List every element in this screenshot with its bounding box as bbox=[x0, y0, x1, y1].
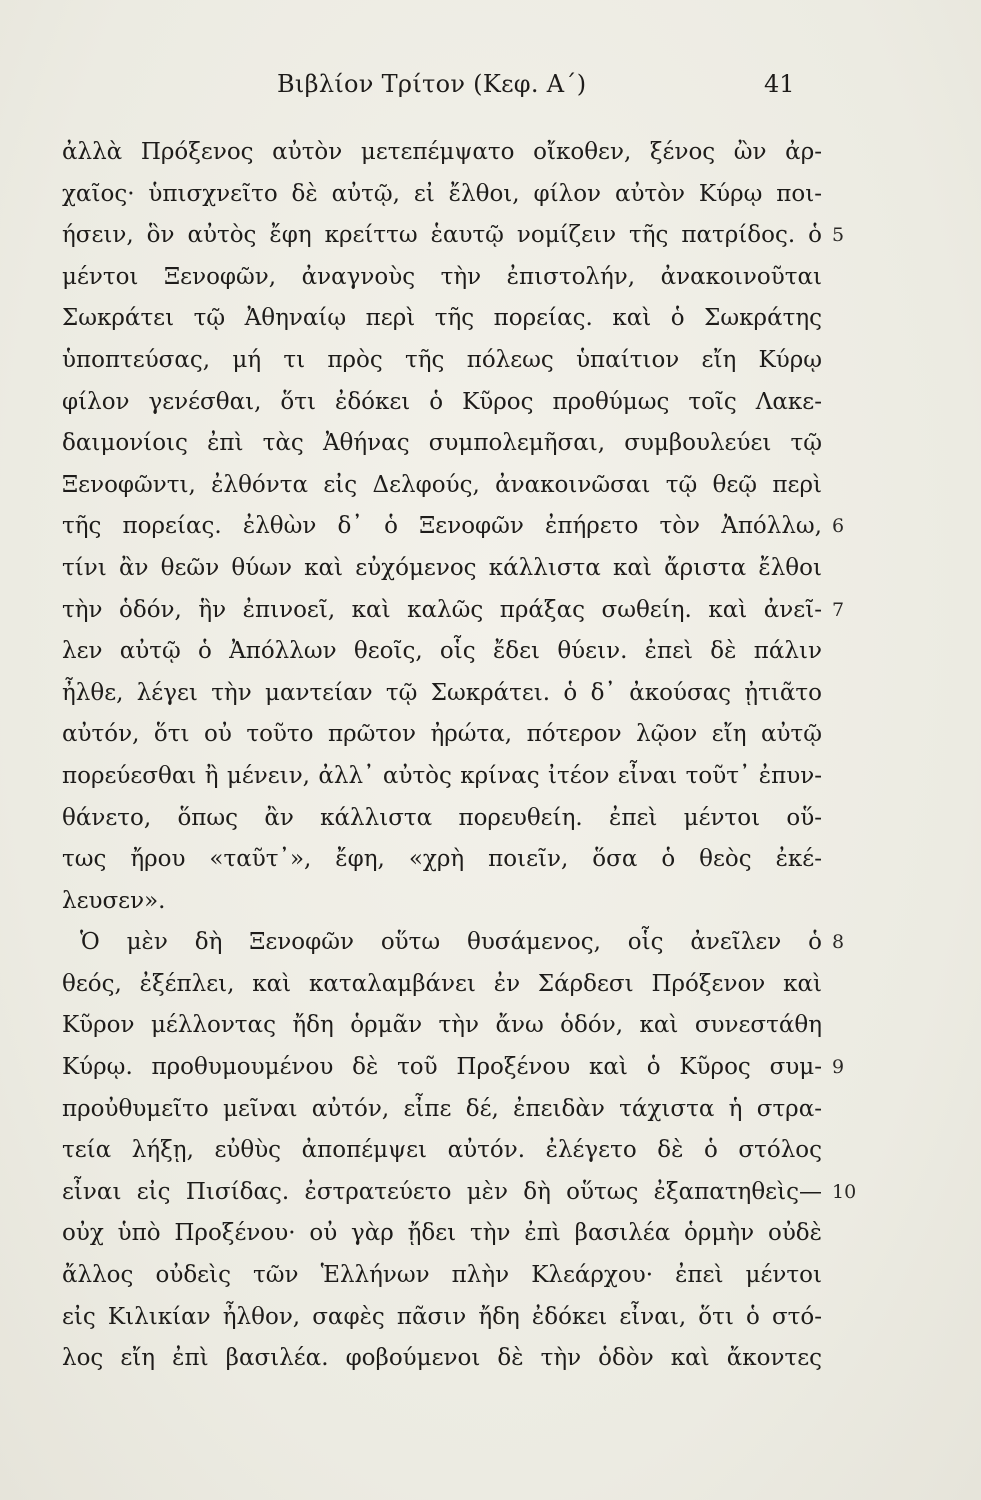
text-line-content: ἦλθε, λέγει τὴν μαντείαν τῷ Σωκράτει. ὁ δ᾽ ἀκούσας ᾐτιᾶτο bbox=[62, 679, 822, 706]
text-line-content: Σωκράτει τῷ Ἀθηναίῳ περὶ τῆς πορείας. καὶ ὁ Σωκράτης bbox=[62, 305, 822, 332]
text-line bbox=[62, 631, 822, 673]
text-line bbox=[62, 257, 822, 299]
text-line bbox=[62, 1338, 822, 1380]
section-number: 5 bbox=[832, 224, 845, 247]
text-line bbox=[62, 548, 822, 590]
section-number: 6 bbox=[832, 515, 845, 538]
text-line bbox=[62, 798, 822, 840]
text-line-content: οὐχ ὑπὸ Προξένου· οὐ γὰρ ᾔδει τὴν ἐπὶ βασιλέα ὁρμὴν οὐδὲ bbox=[62, 1220, 822, 1247]
text-line bbox=[62, 506, 845, 548]
body-text bbox=[62, 132, 857, 1380]
text-line-content: εἶναι εἰς Πισίδας. ἐστρατεύετο μὲν δὴ οὕτως ἐξαπατηθεὶς— bbox=[62, 1178, 822, 1205]
text-line-content: λευσεν». bbox=[62, 887, 166, 914]
text-line-content: δαιμονίοις ἐπὶ τὰς Ἀθήνας συμπολεμῆσαι, συμβουλεύει τῷ bbox=[62, 430, 822, 457]
text-line-content: προὐθυμεῖτο μεῖναι αὐτόν, εἶπε δέ, ἐπειδὰν τάχιστα ἡ στρα- bbox=[62, 1095, 822, 1122]
text-line bbox=[62, 964, 822, 1006]
text-line bbox=[62, 215, 845, 257]
page-number: 41 bbox=[764, 70, 795, 98]
text-line-content: μέντοι Ξενοφῶν, ἀναγνοὺς τὴν ἐπιστολήν, ἀνακοινοῦται bbox=[62, 263, 822, 290]
text-line bbox=[62, 1297, 822, 1339]
text-line-content: φίλον γενέσθαι, ὅτι ἐδόκει ὁ Κῦρος προθύμως τοῖς Λακε- bbox=[62, 388, 822, 415]
text-line-content: Ὁ μὲν δὴ Ξενοφῶν οὕτω θυσάμενος, οἷς ἀνεῖλεν ὁ bbox=[80, 929, 822, 956]
text-line bbox=[62, 423, 822, 465]
text-line bbox=[62, 174, 822, 216]
text-line-content: Ξενοφῶντι, ἐλθόντα εἰς Δελφούς, ἀνακοινῶσαι τῷ θεῷ περὶ bbox=[62, 471, 822, 498]
text-line bbox=[62, 132, 822, 174]
text-line bbox=[62, 465, 822, 507]
text-line bbox=[62, 382, 822, 424]
text-line bbox=[62, 298, 822, 340]
section-number: 8 bbox=[832, 931, 845, 954]
text-line-content: αὐτόν, ὅτι οὐ τοῦτο πρῶτον ἠρώτα, πότερον λῷον εἴη αὐτῷ bbox=[62, 721, 822, 748]
text-line bbox=[62, 756, 822, 798]
section-number: 10 bbox=[832, 1180, 857, 1203]
text-line bbox=[62, 590, 845, 632]
text-line bbox=[62, 1255, 822, 1297]
text-line-content: Κύρῳ. προθυμουμένου δὲ τοῦ Προξένου καὶ ὁ Κῦρος συμ- bbox=[62, 1054, 822, 1081]
text-line bbox=[62, 839, 822, 881]
text-line-content: πορεύεσθαι ἢ μένειν, ἀλλ᾽ αὐτὸς κρίνας ἰτέον εἶναι τοῦτ᾽ ἐπυν- bbox=[62, 762, 822, 789]
text-line-content: ὑποπτεύσας, μή τι πρὸς τῆς πόλεως ὑπαίτιον εἴη Κύρῳ bbox=[62, 346, 822, 373]
text-line bbox=[62, 1130, 822, 1172]
text-line bbox=[62, 1089, 822, 1131]
text-line bbox=[62, 1047, 845, 1089]
text-line-content: λεν αὐτῷ ὁ Ἀπόλλων θεοῖς, οἷς ἔδει θύειν. ἐπεὶ δὲ πάλιν bbox=[62, 638, 822, 665]
text-line-content: ἀλλὰ Πρόξενος αὐτὸν μετεπέμψατο οἴκοθεν, ξένος ὢν ἀρ- bbox=[62, 139, 822, 165]
text-line-content: χαῖος· ὑπισχνεῖτο δὲ αὐτῷ, εἰ ἔλθοι, φίλον αὐτὸν Κύρῳ ποι- bbox=[62, 180, 822, 207]
text-line bbox=[62, 1005, 822, 1047]
text-line bbox=[62, 714, 822, 756]
text-line bbox=[62, 340, 822, 382]
text-line bbox=[62, 1213, 822, 1255]
section-number: 7 bbox=[832, 598, 845, 621]
text-line bbox=[62, 673, 822, 715]
text-line-content: τως ἤρου «ταῦτ᾽», ἔφη, «χρὴ ποιεῖν, ὅσα ὁ θεὸς ἐκέ- bbox=[62, 846, 822, 873]
running-head-title: Βιβλίον Τρίτον (Κεφ. Α΄) bbox=[277, 70, 587, 98]
text-line-content: εἰς Κιλικίαν ἦλθον, σαφὲς πᾶσιν ἤδη ἐδόκει εἶναι, ὅτι ὁ στό- bbox=[62, 1303, 822, 1330]
text-line-content: λος εἴη ἐπὶ βασιλέα. φοβούμενοι δὲ τὴν ὁδὸν καὶ ἄκοντες bbox=[62, 1345, 822, 1372]
text-line-content: τὴν ὁδόν, ἣν ἐπινοεῖ, καὶ καλῶς πράξας σωθείη. καὶ ἀνεῖ- bbox=[62, 596, 822, 623]
text-line-content: θάνετο, ὅπως ἂν κάλλιστα πορευθείη. ἐπεὶ μέντοι οὕ- bbox=[62, 804, 822, 831]
text-line-content: τίνι ἂν θεῶν θύων καὶ εὐχόμενος κάλλιστα καὶ ἄριστα ἔλθοι bbox=[62, 554, 822, 581]
text-line-content: τῆς πορείας. ἐλθὼν δ᾽ ὁ Ξενοφῶν ἐπήρετο τὸν Ἀπόλλω, bbox=[62, 513, 822, 540]
text-line-content: ήσειν, ὃν αὐτὸς ἔφη κρείττω ἑαυτῷ νομίζειν τῆς πατρίδος. ὁ bbox=[62, 222, 822, 249]
text-line bbox=[62, 922, 845, 964]
running-head bbox=[0, 70, 981, 110]
text-line bbox=[62, 1172, 857, 1214]
section-number: 9 bbox=[832, 1056, 845, 1079]
text-line-content: ἄλλος οὐδεὶς τῶν Ἑλλήνων πλὴν Κλεάρχου· ἐπεὶ μέντοι bbox=[62, 1262, 822, 1289]
text-line bbox=[62, 881, 822, 923]
text-line-content: τεία λήξῃ, εὐθὺς ἀποπέμψει αὐτόν. ἐλέγετο δὲ ὁ στόλος bbox=[62, 1137, 822, 1164]
text-line-content: Κῦρον μέλλοντας ἤδη ὁρμᾶν τὴν ἄνω ὁδόν, καὶ συνεστάθη bbox=[62, 1012, 822, 1039]
text-line-content: θεός, ἐξέπλει, καὶ καταλαμβάνει ἐν Σάρδεσι Πρόξενον καὶ bbox=[62, 970, 822, 997]
